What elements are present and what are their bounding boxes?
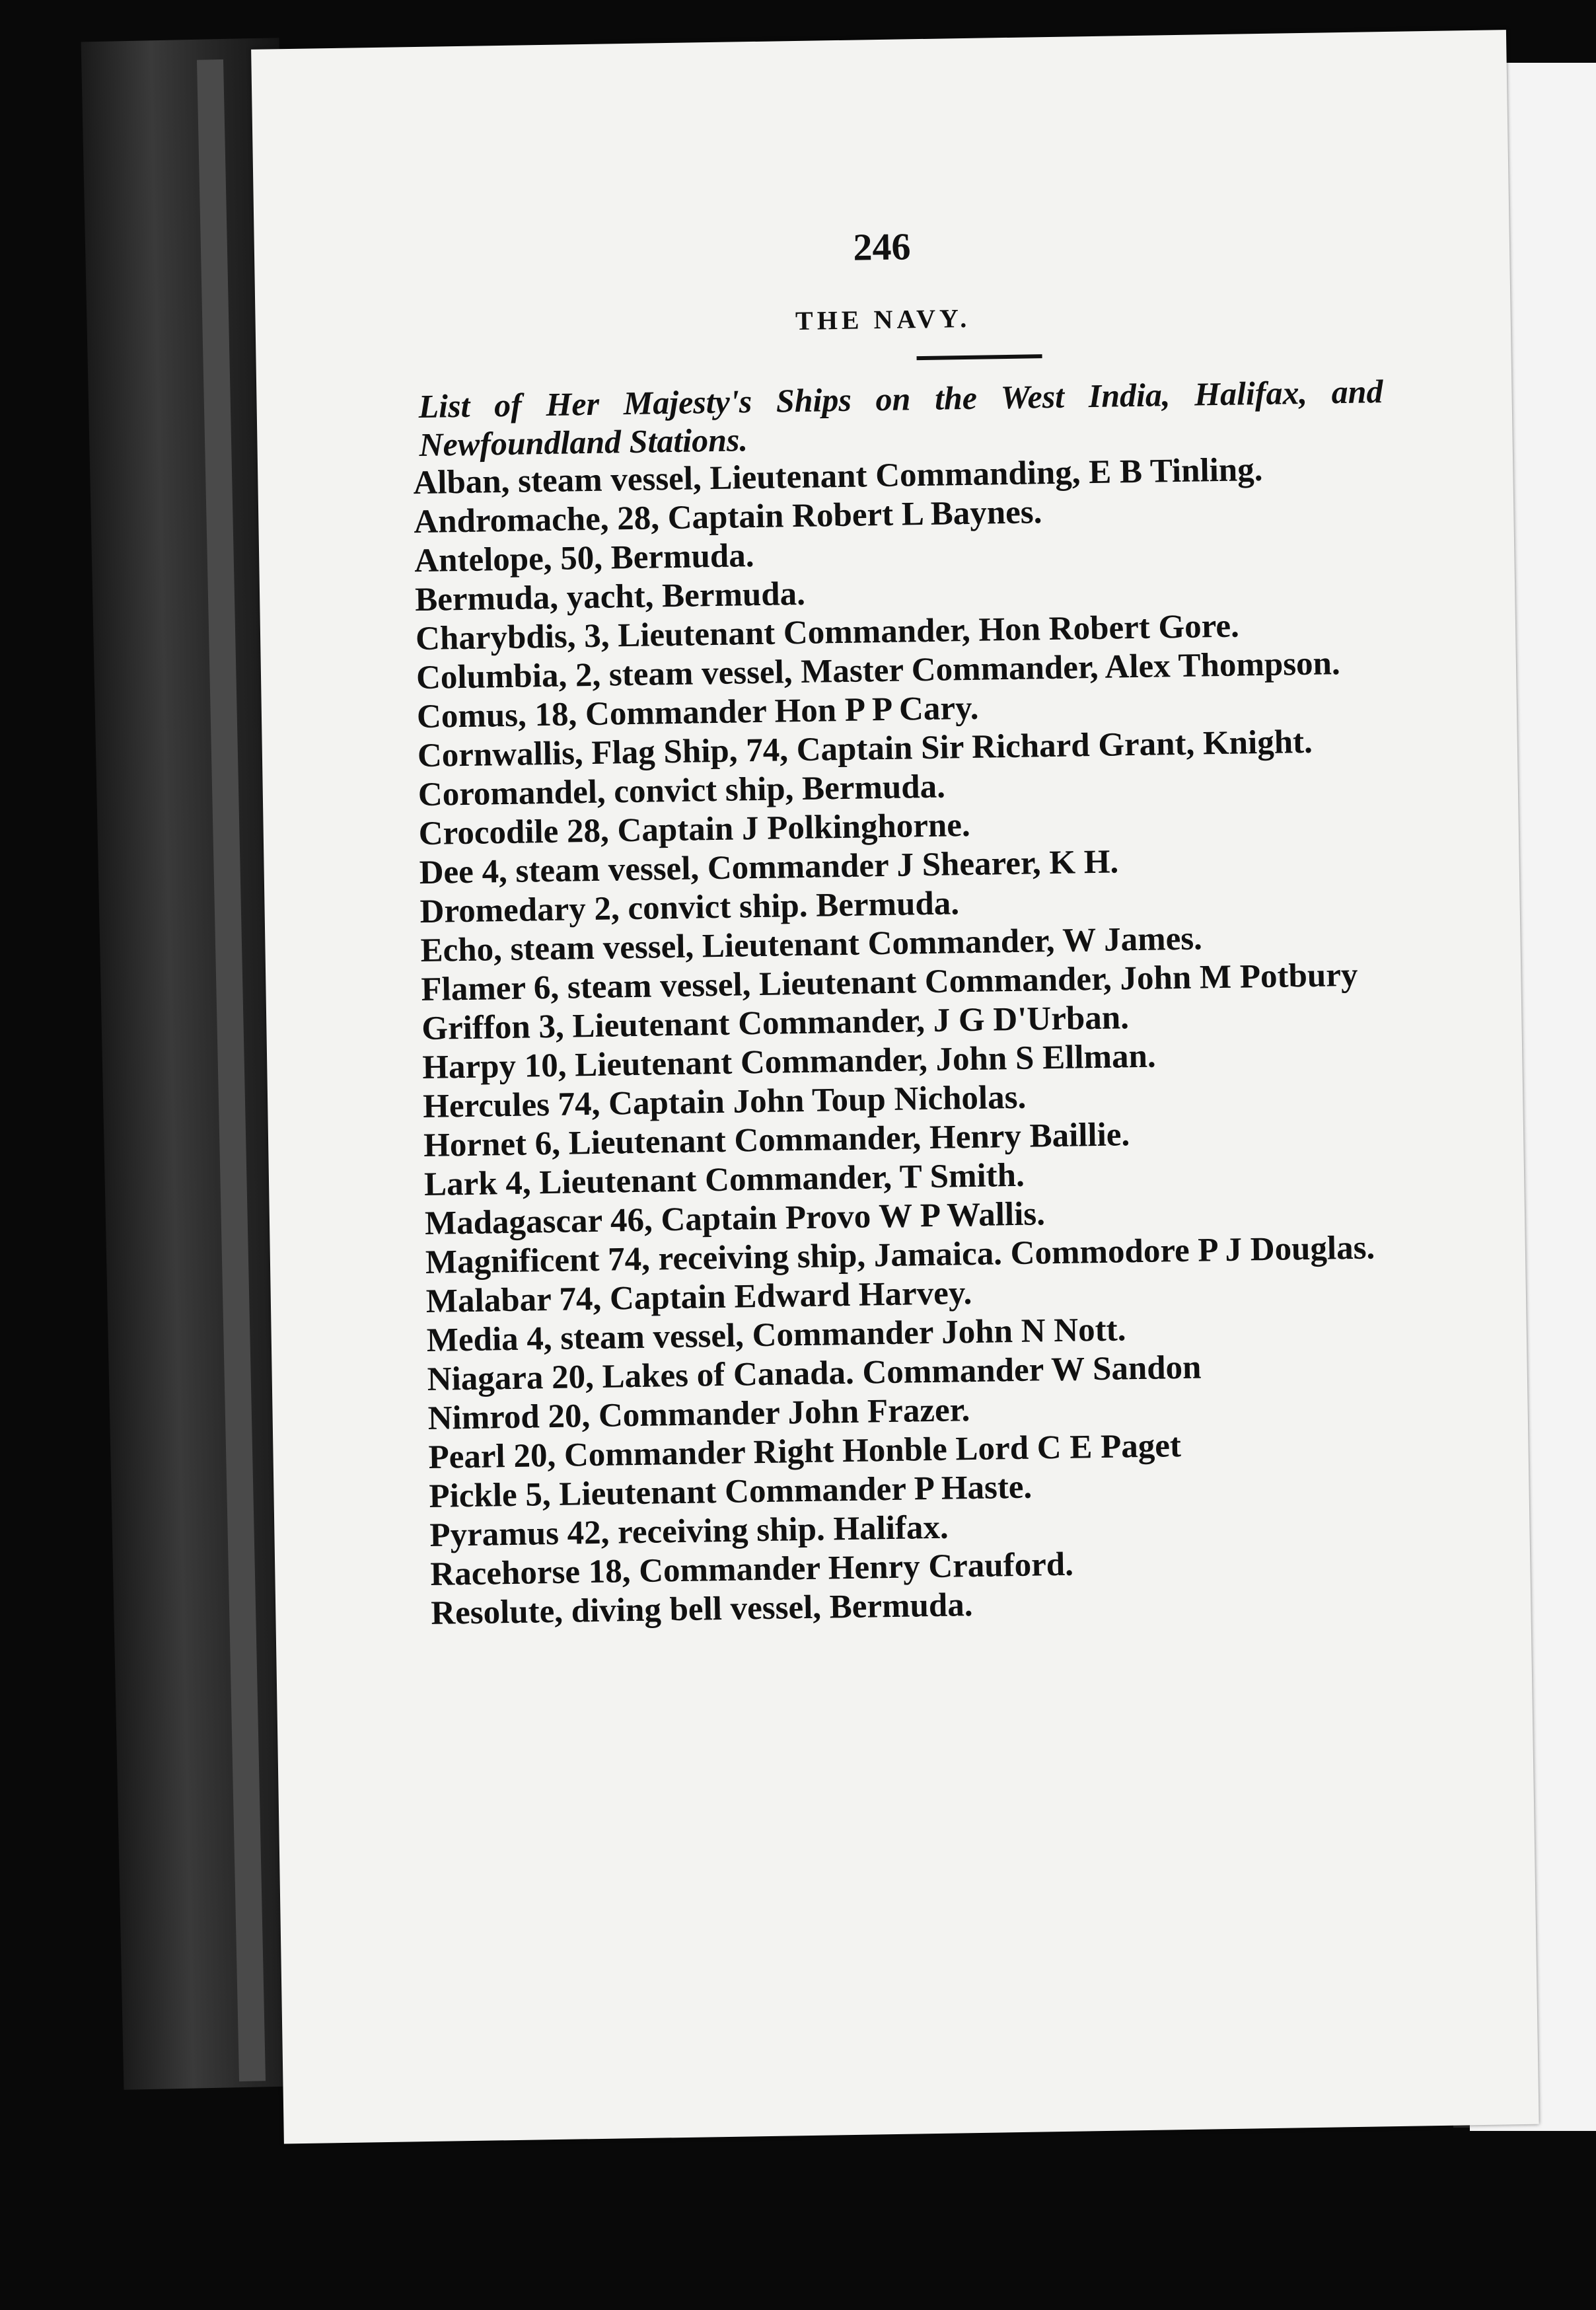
list-item: Madagascar 46, Captain Provo W P Wallis. — [424, 1195, 1046, 1243]
list-item: Cornwallis, Flag Ship, 74, Captain Sir Richard Grant, Knight. — [417, 723, 1313, 775]
list-item: Griffon 3, Lieutenant Commander, J G D'Urban. — [421, 999, 1130, 1048]
list-item: Magnificent 74, receiving ship, Jamaica. Commodore P J Douglas. — [425, 1229, 1375, 1282]
list-item: Andromache, 28, Captain Robert L Baynes. — [413, 494, 1042, 541]
list-item: Harpy 10, Lieutenant Commander, John S Ellman. — [421, 1037, 1157, 1087]
page-content — [412, 372, 1402, 1633]
list-item: Coromandel, convict ship, Bermuda. — [417, 768, 946, 814]
list-item: Dromedary 2, convict ship. Bermuda. — [419, 885, 960, 931]
list-heading: List of Her Majesty's Ships on the West India, Halifax, and Newfoundland Stations. — [418, 373, 1383, 463]
ship-list — [413, 449, 1402, 1633]
list-item: Hornet 6, Lieutenant Commander, Henry Baillie. — [423, 1116, 1130, 1165]
list-item: Flamer 6, steam vessel, Lieutenant Commander, John M Potbury — [421, 956, 1358, 1009]
list-item: Columbia, 2, steam vessel, Master Commander, Alex Thompson. — [416, 645, 1341, 697]
list-item: Pyramus 42, receiving ship. Halifax. — [429, 1509, 949, 1554]
list-item: Alban, steam vessel, Lieutenant Commanding, E B Tinling. — [413, 451, 1263, 502]
list-item: Echo, steam vessel, Lieutenant Commander, W James. — [420, 920, 1203, 970]
list-item: Antelope, 50, Bermuda. — [414, 537, 754, 580]
list-item: Resolute, diving bell vessel, Bermuda. — [430, 1586, 973, 1632]
heading-rule — [917, 354, 1042, 360]
list-item: Racehorse 18, Commander Henry Crauford. — [429, 1546, 1074, 1593]
list-item: Bermuda, yacht, Bermuda. — [414, 575, 806, 619]
list-item: Pearl 20, Commander Right Honble Lord C E Paget — [428, 1427, 1182, 1476]
list-item: Hercules 74, Captain John Toup Nicholas. — [422, 1078, 1027, 1126]
list-item: Dee 4, steam vessel, Commander J Shearer, K H. — [419, 843, 1119, 892]
list-item: Niagara 20, Lakes of Canada. Commander W Sandon — [427, 1349, 1202, 1398]
book-page — [251, 30, 1539, 2143]
running-head: THE NAVY. — [795, 303, 971, 336]
list-item: Nimrod 20, Commander John Frazer. — [427, 1392, 970, 1437]
list-item: Media 4, steam vessel, Commander John N Nott. — [426, 1311, 1126, 1359]
page-number: 246 — [852, 225, 911, 269]
list-item: Pickle 5, Lieutenant Commander P Haste. — [429, 1468, 1033, 1515]
list-item: Charybdis, 3, Lieutenant Commander, Hon Robert Gore. — [415, 607, 1240, 658]
list-item: Lark 4, Lieutenant Commander, T Smith. — [423, 1156, 1025, 1204]
list-item: Malabar 74, Captain Edward Harvey. — [425, 1275, 972, 1320]
list-item: Comus, 18, Commander Hon P P Cary. — [416, 689, 979, 736]
list-item: Crocodile 28, Captain J Polkinghorne. — [418, 806, 971, 853]
